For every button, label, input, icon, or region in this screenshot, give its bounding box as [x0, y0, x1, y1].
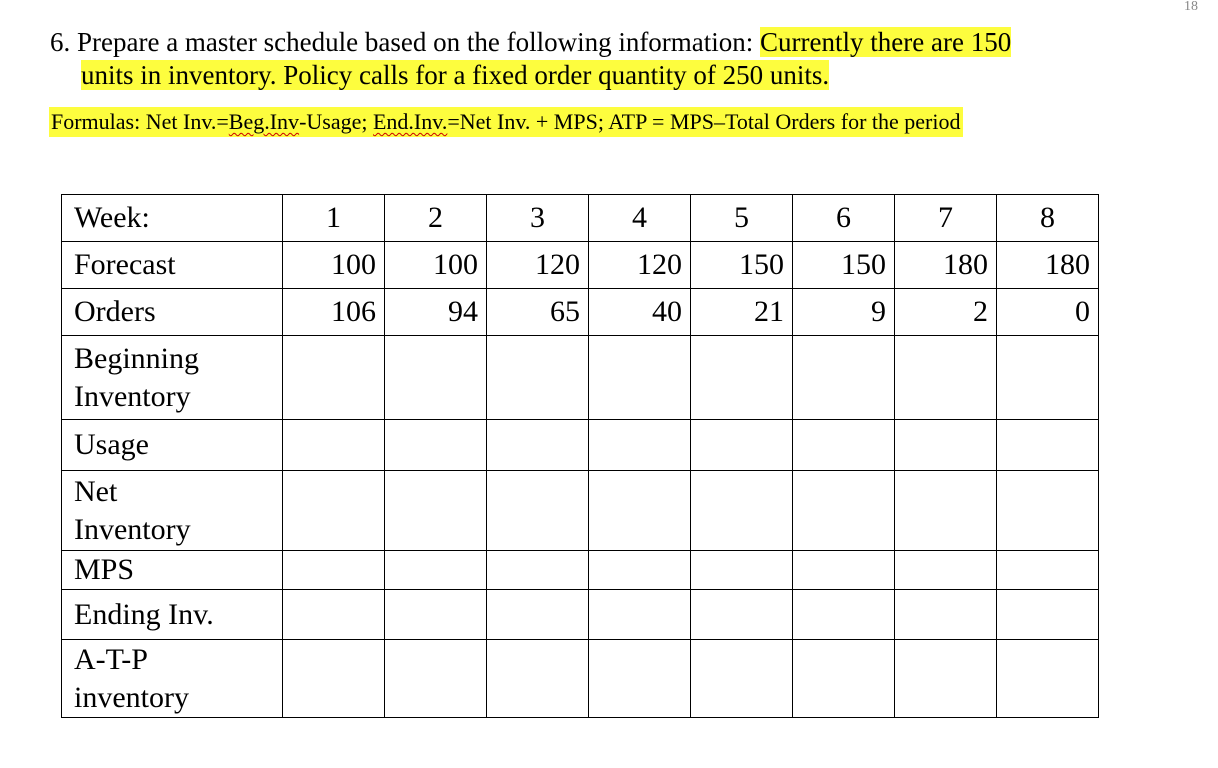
empty-cell[interactable] [283, 551, 385, 590]
empty-cell[interactable] [895, 336, 997, 420]
week-cell: 4 [589, 195, 691, 242]
empty-cell[interactable] [691, 590, 793, 640]
empty-cell[interactable] [895, 551, 997, 590]
page-number: 18 [1184, 0, 1198, 14]
empty-cell[interactable] [283, 590, 385, 640]
highlight-policy: units in inventory. Policy calls for a fixed order quantity of 250 units. [81, 60, 830, 90]
row-label-mps: MPS [62, 551, 283, 590]
empty-cell[interactable] [487, 590, 589, 640]
empty-cell[interactable] [793, 590, 895, 640]
empty-cell[interactable] [487, 471, 589, 551]
week-cell: 3 [487, 195, 589, 242]
empty-cell[interactable] [385, 640, 487, 718]
empty-cell[interactable] [691, 640, 793, 718]
empty-cell[interactable] [385, 590, 487, 640]
forecast-cell: 120 [487, 242, 589, 289]
orders-cell: 40 [589, 289, 691, 336]
empty-cell[interactable] [793, 471, 895, 551]
week-cell: 6 [793, 195, 895, 242]
formulas-beg-inv: Beg.Inv [228, 109, 300, 134]
empty-cell[interactable] [589, 640, 691, 718]
formulas-lead: Formulas: Net Inv.= [51, 109, 229, 134]
week-cell: 7 [895, 195, 997, 242]
row-label-forecast: Forecast [62, 242, 283, 289]
empty-cell[interactable] [385, 336, 487, 420]
table-row-usage [62, 420, 1099, 471]
row-label-orders: Orders [62, 289, 283, 336]
table-row-forecast [62, 242, 1099, 289]
empty-cell[interactable] [589, 336, 691, 420]
empty-cell[interactable] [691, 471, 793, 551]
orders-cell: 106 [283, 289, 385, 336]
empty-cell[interactable] [997, 336, 1099, 420]
problem-intro: Prepare a master schedule based on the following information: [77, 27, 761, 57]
empty-cell[interactable] [895, 471, 997, 551]
row-label-atp-inventory: A-T-P inventory [62, 640, 283, 718]
empty-cell[interactable] [589, 420, 691, 471]
row-label-beginning-inventory: Beginning Inventory [62, 336, 283, 420]
empty-cell[interactable] [793, 336, 895, 420]
empty-cell[interactable] [793, 551, 895, 590]
table-row-ending-inventory [62, 590, 1099, 640]
empty-cell[interactable] [997, 551, 1099, 590]
highlight-inventory: Currently there are 150 [760, 27, 1012, 57]
empty-cell[interactable] [283, 420, 385, 471]
forecast-cell: 150 [793, 242, 895, 289]
forecast-cell: 150 [691, 242, 793, 289]
table-row-week [62, 195, 1099, 242]
forecast-cell: 100 [283, 242, 385, 289]
week-cell: 8 [997, 195, 1099, 242]
empty-cell[interactable] [895, 640, 997, 718]
orders-cell: 65 [487, 289, 589, 336]
empty-cell[interactable] [691, 336, 793, 420]
empty-cell[interactable] [385, 471, 487, 551]
empty-cell[interactable] [691, 551, 793, 590]
empty-cell[interactable] [589, 590, 691, 640]
problem-statement [50, 26, 1160, 92]
row-label-week: Week: [62, 195, 283, 242]
empty-cell[interactable] [487, 420, 589, 471]
empty-cell[interactable] [997, 640, 1099, 718]
empty-cell[interactable] [283, 336, 385, 420]
forecast-cell: 180 [895, 242, 997, 289]
week-cell: 2 [385, 195, 487, 242]
empty-cell[interactable] [997, 590, 1099, 640]
empty-cell[interactable] [385, 551, 487, 590]
empty-cell[interactable] [895, 590, 997, 640]
row-label-net-inventory: Net Inventory [62, 471, 283, 551]
forecast-cell: 120 [589, 242, 691, 289]
table-row-orders [62, 289, 1099, 336]
table-row-mps [62, 551, 1099, 590]
orders-cell: 9 [793, 289, 895, 336]
formulas-end-inv: End.Inv. [372, 109, 448, 134]
empty-cell[interactable] [385, 420, 487, 471]
empty-cell[interactable] [793, 640, 895, 718]
problem-number: 6. [50, 27, 71, 57]
empty-cell[interactable] [895, 420, 997, 471]
orders-cell: 21 [691, 289, 793, 336]
empty-cell[interactable] [487, 551, 589, 590]
table-row-net-inventory [62, 471, 1099, 551]
empty-cell[interactable] [283, 640, 385, 718]
empty-cell[interactable] [793, 420, 895, 471]
table-row-beginning-inventory [62, 336, 1099, 420]
forecast-cell: 100 [385, 242, 487, 289]
empty-cell[interactable] [997, 471, 1099, 551]
table-row-atp-inventory [62, 640, 1099, 718]
empty-cell[interactable] [283, 471, 385, 551]
orders-cell: 2 [895, 289, 997, 336]
empty-cell[interactable] [997, 420, 1099, 471]
week-cell: 5 [691, 195, 793, 242]
formulas-line [49, 107, 963, 137]
empty-cell[interactable] [487, 640, 589, 718]
empty-cell[interactable] [589, 551, 691, 590]
empty-cell[interactable] [691, 420, 793, 471]
row-label-ending-inventory: Ending Inv. [62, 590, 283, 640]
formulas-tail: =Net Inv. + MPS; ATP = MPS–Total Orders for the period [447, 109, 961, 134]
formulas-mid: -Usage; [299, 109, 373, 134]
week-cell: 1 [283, 195, 385, 242]
row-label-usage: Usage [62, 420, 283, 471]
master-schedule-table [61, 194, 1099, 718]
forecast-cell: 180 [997, 242, 1099, 289]
empty-cell[interactable] [487, 336, 589, 420]
orders-cell: 94 [385, 289, 487, 336]
orders-cell: 0 [997, 289, 1099, 336]
empty-cell[interactable] [589, 471, 691, 551]
